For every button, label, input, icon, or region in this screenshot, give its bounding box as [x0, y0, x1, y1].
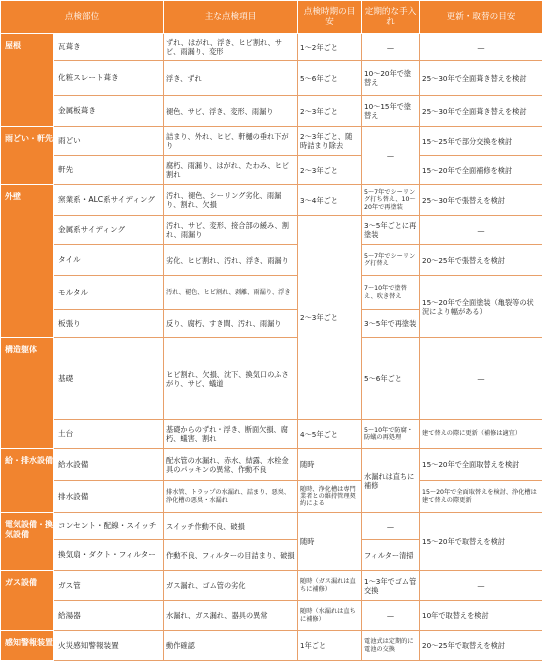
table-row	[1, 338, 542, 420]
category-frame: 構造躯体	[1, 338, 54, 449]
part-cell: 火災感知警報装置	[54, 631, 164, 661]
header-care: 定期的な手入れ	[362, 1, 420, 34]
header-timing: 点検時期の目安	[298, 1, 362, 34]
care-cell: 10〜15年で塗替え	[362, 96, 420, 127]
part-cell: 窯業系・ALC系サイディング	[54, 185, 164, 216]
timing-cell: 1年ごと	[298, 631, 362, 661]
category-gas: ガス設備	[1, 571, 54, 631]
items-cell: スイッチ作動不良、破損	[164, 513, 298, 540]
renew-cell: 15〜20年で全面塗装（亀裂等の状況により幅がある）	[420, 276, 542, 338]
part-cell: タイル	[54, 245, 164, 276]
care-cell: 7〜10年で塗替え、吹き替え	[362, 276, 420, 310]
timing-cell: 5〜6年ごと	[362, 338, 420, 420]
renew-cell: 25〜30年で全面葺き替えを検討	[420, 61, 542, 96]
category-roof: 屋根	[1, 34, 54, 127]
timing-cell: 2〜3年ごと	[298, 96, 362, 127]
timing-cell: 5〜6年ごと	[298, 61, 362, 96]
timing-cell: 随時	[298, 449, 362, 481]
timing-cell: 2〜3年ごと	[298, 156, 362, 185]
timing-cell: 随時、浄化槽は専門業者との維持管理契約による	[298, 481, 362, 513]
renew-cell: 15〜20年で全面補修を検討	[420, 156, 542, 185]
part-cell: 排水設備	[54, 481, 164, 513]
part-cell: 化粧スレート葺き	[54, 61, 164, 96]
table-row	[1, 127, 542, 156]
items-cell: 排水管、トラップの水漏れ、詰まり、悪臭、浄化槽の悪臭・水漏れ	[164, 481, 298, 513]
care-cell: フィルター清掃	[362, 540, 420, 571]
care-cell: 電池式は定期的に電池の交換	[362, 631, 420, 661]
timing-cell: 随時	[298, 513, 362, 571]
care-cell: 水漏れは直ちに補修	[362, 449, 420, 513]
table-row	[1, 513, 542, 540]
table-row	[1, 631, 542, 661]
items-cell: 汚れ、褪色、ヒビ割れ、剥離、雨漏り、浮き	[164, 276, 298, 310]
part-cell: 給水設備	[54, 449, 164, 481]
table-row	[1, 276, 542, 310]
part-cell: コンセント・配線・スイッチ	[54, 513, 164, 540]
care-cell: 5〜7年でシーリング打替え	[362, 245, 420, 276]
header-part: 点検部位	[1, 1, 164, 34]
care-cell: 10〜20年で塗替え	[362, 61, 420, 96]
part-cell: 金属系サイディング	[54, 216, 164, 245]
care-cell: 5〜10年で防腐・防蟻の再処理	[362, 420, 420, 449]
items-cell: 基礎からのずれ・浮き、断面欠損、腐朽、蟻害、割れ	[164, 420, 298, 449]
items-cell: 浮き、ずれ	[164, 61, 298, 96]
table-row	[1, 216, 542, 245]
items-cell: 詰まり、外れ、ヒビ、軒樋の垂れ下がり	[164, 127, 298, 156]
header-renew: 更新・取替の目安	[420, 1, 542, 34]
category-gutter: 雨どい・軒先	[1, 127, 54, 185]
category-wall: 外壁	[1, 185, 54, 338]
renew-cell: 25〜30年で張替えを検討	[420, 185, 542, 216]
renew-cell: 建て替えの際に更新（補修は適宜）	[420, 420, 542, 449]
part-cell: 土台	[54, 420, 164, 449]
part-cell: 給湯器	[54, 601, 164, 631]
table-row	[1, 571, 542, 601]
items-cell: 配水管の水漏れ、赤水、結露、水栓金具のパッキンの異常、作動不良	[164, 449, 298, 481]
timing-cell: 2〜3年ごと、随時詰まり除去	[298, 127, 362, 156]
care-cell: 3〜5年で再塗装	[362, 310, 420, 338]
items-cell: 劣化、ヒビ割れ、汚れ、浮き、雨漏り	[164, 245, 298, 276]
items-cell: 褪色、サビ、浮き、変形、雨漏り	[164, 96, 298, 127]
part-cell: ガス管	[54, 571, 164, 601]
table-row	[1, 96, 542, 127]
table-row	[1, 61, 542, 96]
renew-cell: 15〜20年で取替えを検討	[420, 513, 542, 571]
care-cell: —	[362, 127, 420, 185]
renew-cell: 15〜20年で全面取替えを検討、浄化槽は建て替えの際更新	[420, 481, 542, 513]
items-cell: 汚れ、サビ、変形、接合部の緩み、割れ、雨漏り	[164, 216, 298, 245]
table-row	[1, 245, 542, 276]
timing-cell: 随時（水漏れは直ちに補修）	[298, 601, 362, 631]
table-row	[1, 420, 542, 449]
renew-cell: 25〜30年で全面葺き替えを検討	[420, 96, 542, 127]
care-cell: 1〜3年でゴム管交換	[362, 571, 420, 601]
items-cell: 水漏れ、ガス漏れ、器具の異常	[164, 601, 298, 631]
timing-cell: 1〜2年ごと	[298, 34, 362, 61]
timing-cell: 随時（ガス漏れは直ちに補修）	[298, 571, 362, 601]
items-cell: 腐朽、雨漏り、はがれ、たわみ、ヒビ割れ	[164, 156, 298, 185]
header-items: 主な点検項目	[164, 1, 298, 34]
timing-cell: 2〜3年ごと	[298, 216, 362, 420]
timing-cell: 3〜4年ごと	[298, 185, 362, 216]
renew-cell: 15〜20年で全面取替えを検討	[420, 449, 542, 481]
items-cell: ガス漏れ、ゴム管の劣化	[164, 571, 298, 601]
renew-cell: 20〜25年で張替えを検討	[420, 245, 542, 276]
part-cell: モルタル	[54, 276, 164, 310]
items-cell: ヒビ割れ、欠損、沈下、換気口のふさがり、サビ、蟻道	[164, 338, 298, 420]
renew-cell: —	[420, 571, 542, 601]
part-cell: 板張り	[54, 310, 164, 338]
part-cell: 軒先	[54, 156, 164, 185]
header-row	[1, 1, 542, 34]
part-cell: 換気扇・ダクト・フィルター	[54, 540, 164, 571]
items-cell: 反り、腐朽、すき間、汚れ、雨漏り	[164, 310, 298, 338]
renew-cell: —	[420, 216, 542, 245]
care-cell: —	[420, 338, 542, 420]
table-row	[1, 449, 542, 481]
items-cell: ずれ、はがれ、浮き、ヒビ割れ、サビ、雨漏り、変形	[164, 34, 298, 61]
table-row	[1, 156, 542, 185]
table-row	[1, 481, 542, 513]
part-cell: 雨どい	[54, 127, 164, 156]
table-row	[1, 601, 542, 631]
renew-cell: 15〜25年で部分交換を検討	[420, 127, 542, 156]
table-row	[1, 34, 542, 61]
care-cell: —	[362, 513, 420, 540]
part-cell: 瓦葺き	[54, 34, 164, 61]
timing-cell: 4〜5年ごと	[298, 420, 362, 449]
part-cell: 金属板葺き	[54, 96, 164, 127]
category-electric: 電気設備・換気設備	[1, 513, 54, 571]
care-cell: —	[362, 34, 420, 61]
care-cell: 5〜7年でシーリング打ち替え、10〜20年で再塗装	[362, 185, 420, 216]
table-row	[1, 185, 542, 216]
renew-cell: 10年で取替えを検討	[420, 601, 542, 631]
care-cell: —	[362, 601, 420, 631]
category-alarm: 感知警報装置	[1, 631, 54, 661]
renew-cell: 20〜25年で取替えを検討	[420, 631, 542, 661]
items-cell: 汚れ、褪色、シーリング劣化、雨漏り、割れ、欠損	[164, 185, 298, 216]
items-cell: 作動不良、フィルターの目詰まり、破損	[164, 540, 298, 571]
care-cell: 3〜5年ごとに再塗装	[362, 216, 420, 245]
renew-cell: —	[420, 34, 542, 61]
category-plumbing: 給・排水設備	[1, 449, 54, 513]
items-cell: 動作確認	[164, 631, 298, 661]
part-cell: 基礎	[54, 338, 164, 420]
